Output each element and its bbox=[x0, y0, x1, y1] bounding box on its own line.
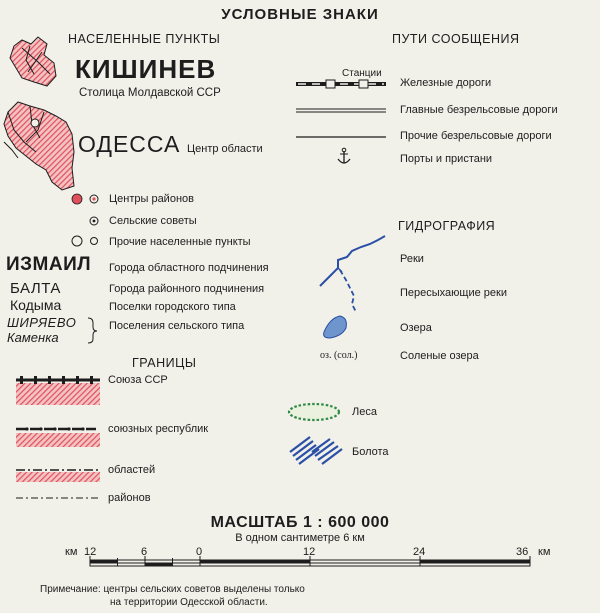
oblast-center-icon bbox=[4, 102, 74, 190]
ports-label: Порты и пристани bbox=[400, 153, 493, 165]
lakes-label: Озера bbox=[400, 322, 432, 334]
district-cities-label: Города районного подчинения bbox=[109, 283, 265, 295]
scale-tick-12-left: 12 bbox=[84, 546, 97, 558]
border-republic-icon bbox=[16, 427, 100, 447]
oblast-center-label: Центр области bbox=[187, 143, 263, 155]
sample-kamenka: Каменка bbox=[7, 330, 59, 345]
border-oblast-icon bbox=[16, 470, 100, 482]
scale-tick-24: 24 bbox=[413, 546, 426, 558]
sample-balta: БАЛТА bbox=[10, 280, 61, 297]
urban-settlements-label: Поселки городского типа bbox=[109, 301, 236, 313]
other-settlement-icon bbox=[72, 236, 98, 246]
sample-izmail: ИЗМАИЛ bbox=[6, 254, 92, 275]
railway-label: Железные дороги bbox=[400, 77, 492, 89]
hydrography-heading: ГИДРОГРАФИЯ bbox=[398, 219, 496, 233]
other-settlements-label: Прочие населенные пункты bbox=[109, 236, 251, 248]
anchor-icon bbox=[338, 148, 350, 163]
routes-heading: ПУТИ СООБЩЕНИЯ bbox=[392, 32, 520, 46]
station-label: Станции bbox=[342, 68, 382, 79]
scale-unit-right: км bbox=[538, 546, 551, 558]
forest-icon bbox=[289, 404, 339, 420]
sample-kodyma: Кодыма bbox=[10, 297, 62, 313]
capital-label: Столица Молдавской ССР bbox=[79, 87, 221, 99]
district-centers-label: Центры районов bbox=[109, 193, 194, 205]
village-councils-label: Сельские советы bbox=[109, 215, 197, 227]
main-road-icon bbox=[296, 109, 386, 112]
swamp-icon bbox=[290, 437, 342, 464]
lake-icon bbox=[324, 316, 347, 338]
bracket-icon bbox=[88, 318, 97, 343]
rural-settlements-label: Поселения сельского типа bbox=[109, 320, 245, 332]
note-line-1: Примечание: центры сельских советов выделены только bbox=[40, 584, 305, 595]
rivers-label: Реки bbox=[400, 253, 424, 265]
scale-unit-left: км bbox=[65, 546, 78, 558]
seasonal-river-icon bbox=[340, 270, 356, 312]
legend-title: УСЛОВНЫЕ ЗНАКИ bbox=[221, 6, 379, 23]
seasonal-rivers-label: Пересыхающие реки bbox=[400, 287, 507, 299]
scale-title: МАСШТАБ 1 : 600 000 bbox=[210, 514, 390, 531]
capital-city-icon bbox=[10, 37, 56, 86]
borders-heading: ГРАНИЦЫ bbox=[132, 356, 197, 370]
border-republic-label: союзных республик bbox=[108, 423, 209, 435]
river-icon bbox=[320, 236, 385, 286]
scale-tick-36: 36 bbox=[516, 546, 529, 558]
scale-tick-6: 6 bbox=[141, 546, 148, 558]
oblast-center-name: ОДЕССА bbox=[78, 131, 181, 157]
note-line-2: на территории Одесской области. bbox=[110, 597, 268, 608]
salt-lake-sample: оз. (сол.) bbox=[320, 350, 358, 361]
scale-tick-0: 0 bbox=[196, 546, 203, 558]
settlements-heading: НАСЕЛЕННЫЕ ПУНКТЫ bbox=[68, 32, 221, 46]
district-center-icon bbox=[72, 194, 98, 204]
forest-label: Леса bbox=[352, 406, 377, 418]
scale-subtitle: В одном сантиметре 6 км bbox=[235, 532, 365, 544]
sample-shiryaevo: ШИРЯЕВО bbox=[7, 315, 77, 330]
swamp-label: Болота bbox=[352, 446, 389, 458]
village-council-icon bbox=[90, 217, 98, 225]
other-road-label: Прочие безрельсовые дороги bbox=[400, 130, 552, 142]
scale-tick-12: 12 bbox=[303, 546, 316, 558]
border-ussr-icon bbox=[16, 376, 100, 405]
border-oblast-label: областей bbox=[108, 464, 156, 476]
oblast-cities-label: Города областного подчинения bbox=[109, 262, 269, 274]
capital-name: КИШИНЕВ bbox=[75, 54, 217, 84]
border-ussr-label: Союза ССР bbox=[108, 374, 168, 386]
salt-lakes-label: Соленые озера bbox=[400, 350, 479, 362]
railway-icon bbox=[296, 80, 386, 88]
main-road-label: Главные безрельсовые дороги bbox=[400, 104, 558, 116]
border-district-label: районов bbox=[108, 492, 151, 504]
